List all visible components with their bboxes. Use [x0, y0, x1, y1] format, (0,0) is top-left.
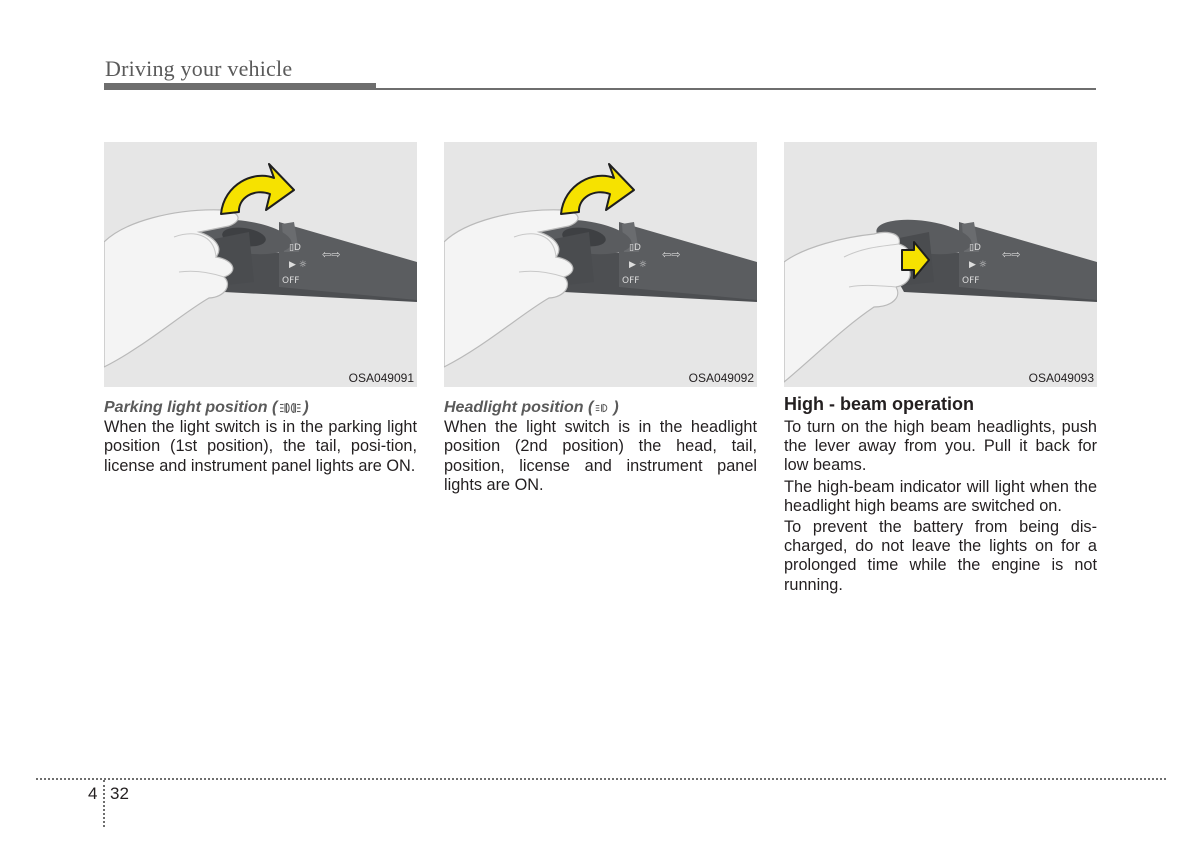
headlight-heading	[444, 398, 757, 417]
headlight-text: When the light switch is in the headlight position (2nd position) the head, tail, position, license and instrument panel lights are ON.	[444, 418, 757, 494]
parking-light-text: When the light switch is in the parking light position (1st position), the tail, posi-tion, license and instrument panel lights are ON.	[104, 418, 417, 475]
headlight-icon	[595, 401, 611, 415]
svg-text:▯D: ▯D	[969, 243, 981, 253]
section-title: Driving your vehicle	[105, 56, 293, 81]
footer-rule	[36, 778, 1166, 780]
figure-high-beam	[784, 142, 1097, 387]
figure-parking-light	[104, 142, 417, 387]
svg-text:⇦⇨: ⇦⇨	[322, 248, 341, 261]
header-rule-thin	[376, 88, 1096, 90]
parking-light-icon	[279, 401, 301, 415]
svg-text:▯D: ▯D	[629, 243, 641, 253]
svg-text:OFF: OFF	[622, 276, 640, 286]
high-beam-heading: High - beam operation	[784, 394, 975, 414]
svg-text:▶ ☼: ▶ ☼	[969, 260, 987, 270]
footer-divider	[103, 780, 105, 827]
parking-light-heading	[104, 398, 417, 417]
lever-illustration	[444, 142, 757, 387]
svg-text:▯D: ▯D	[289, 243, 301, 253]
column-headlight	[444, 394, 757, 495]
chapter-number: 4	[88, 784, 98, 803]
svg-text:OFF: OFF	[962, 276, 980, 286]
svg-text:▶ ☼: ▶ ☼	[289, 260, 307, 270]
svg-text:⇦⇨: ⇦⇨	[662, 248, 681, 261]
svg-text:▶ ☼: ▶ ☼	[629, 260, 647, 270]
high-beam-paragraph: To turn on the high beam headlights, push the lever away from you. Pull it back for low beams.	[784, 418, 1097, 475]
heading-prefix: Headlight position (	[444, 399, 594, 416]
figure-code: OSA049092	[688, 371, 754, 385]
svg-text:OFF: OFF	[282, 276, 300, 286]
column-high-beam	[784, 394, 1097, 595]
lever-illustration	[784, 142, 1097, 387]
column-parking-light	[104, 394, 417, 476]
figure-code: OSA049091	[348, 371, 414, 385]
high-beam-paragraph: The high-beam indicator will light when the headlight high beams are switched on.	[784, 477, 1097, 515]
page-number: 32	[110, 784, 129, 803]
heading-suffix: )	[303, 399, 309, 416]
figure-headlight	[444, 142, 757, 387]
heading-suffix: )	[613, 399, 619, 416]
lever-illustration	[104, 142, 417, 387]
svg-text:⇦⇨: ⇦⇨	[1002, 248, 1021, 261]
header-rule-thick	[104, 83, 376, 90]
figure-code: OSA049093	[1028, 371, 1094, 385]
heading-prefix: Parking light position (	[104, 399, 278, 416]
high-beam-paragraph: To prevent the battery from being dis-charged, do not leave the lights on for a prolonged time while the engine is not running.	[784, 518, 1097, 594]
